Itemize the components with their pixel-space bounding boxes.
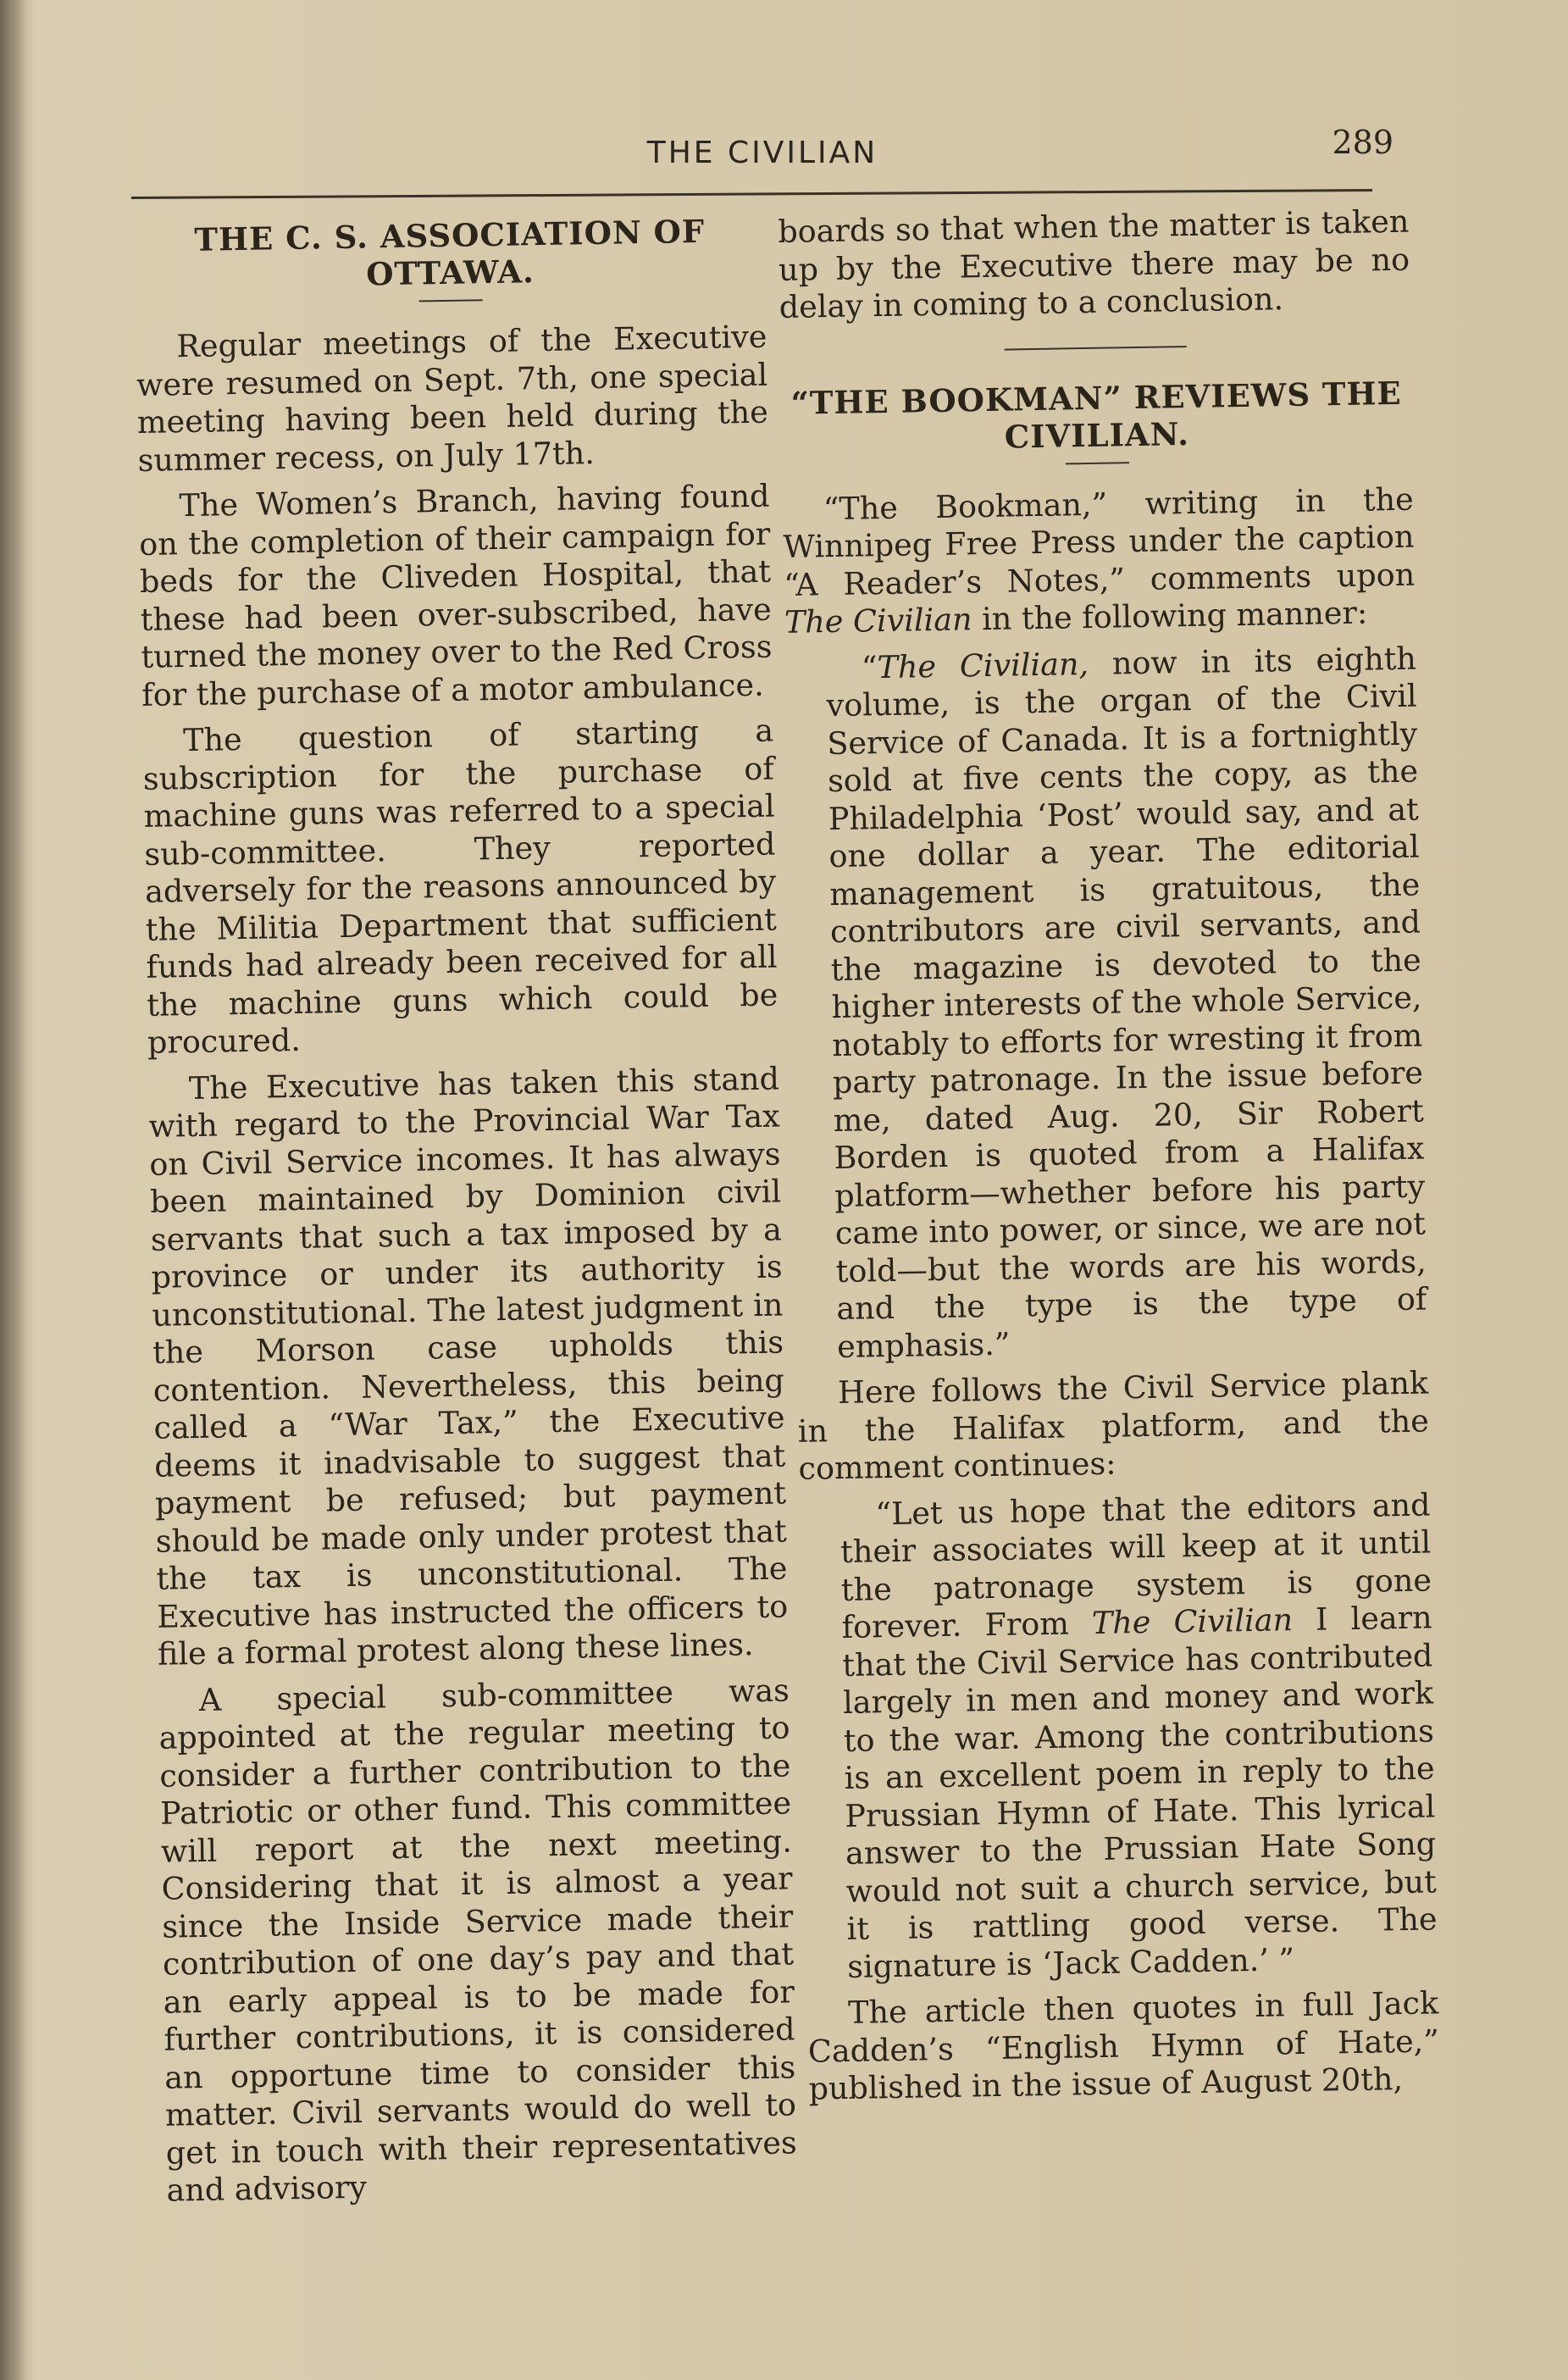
paragraph-intro xyxy=(782,480,1416,641)
article-divider xyxy=(1005,346,1187,351)
headline-divider xyxy=(1066,462,1129,464)
publication-title: The Civilian xyxy=(1091,1601,1294,1642)
running-head: THE CIVILIAN xyxy=(646,136,878,170)
paragraph: Here follows the Civil Service plank in the Halifax platform, and the comment continues: xyxy=(797,1364,1430,1487)
page-binding-shadow xyxy=(0,0,25,2380)
paragraph: The question of starting a subscription for the purchase of machine guns was referred to a special sub-committee. They reported adversely for the reasons announced by the Militia Department that sufficient funds had already been received for all the machine guns which could be procured. xyxy=(142,712,778,1061)
paragraph-continuation: boards so that when the matter is taken up by the Executive there may be no delay in coming to a conclusion. xyxy=(778,202,1410,325)
paragraph: Regular meetings of the Executive were resumed on Sept. 7th, one special meeting having been held during the summer recess, on July 17th. xyxy=(136,318,769,479)
right-column xyxy=(778,203,1440,2117)
text-span: I learn that the Civil Service has contributed largely in men and money and work to the war. Among the contributions is an excellent poem in reply to the Prussian Hymn of Hate. This lyrical answer to the Prussian Hate Song would not suit a church service, but it is rattling good verse. The signature is ‘Jack Cadden.’ ” xyxy=(842,1599,1438,1985)
text-span: “The Bookman,” writing in the Winnipeg Free Press under the caption “A Reader’s Notes,” comments upon xyxy=(783,480,1416,603)
paragraph: The Women’s Branch, having found on the completion of their campaign for beds for the Cliveden Hospital, that these had been over-subscribed, have turned the money over to the Red Cross for the purchase of a motor ambulance. xyxy=(138,477,773,713)
block-quote xyxy=(839,1486,1438,1986)
headline-divider xyxy=(419,299,483,302)
article-headline-cs-association: THE C. S. ASSOCIATION OF OTTAWA. xyxy=(194,212,706,293)
paragraph: The Executive has taken this stand with regard to the Provincial War Tax on Civil Service incomes. It has always been maintained by Dominion civil servants that such a tax imposed by a province or under its authority is unconstitutional. The latest judgment in the Morson case upholds this contention. Nevertheless, this being called a “War Tax,” the Executive deems it inadvisable to suggest that payment be refused; but payment should be made only under protest that the tax is unconstitutional. The Executive has instructed the officers to file a formal protest along these lines. xyxy=(148,1060,789,1673)
publication-title: The Civilian xyxy=(784,601,972,641)
text-span: now in its eighth volume, is the organ of the Civil Service of Canada. It is a fortnightly sold at five cents the copy, as the Philadelphia ‘Post’ would say, and at one dollar a year. The editorial management is gratuitous, the contributors are civil servants, and the magazine is devoted to the higher interests of the whole Service, notably to efforts for wresting it from party patronage. In the issue before me, dated Aug. 20, Sir Robert Borden is quoted from a Halifax platform—whether before his party came into power, or since, we are not told—but the words are his words, and the type is the type of emphasis.” xyxy=(826,640,1427,1365)
publication-title: The Civilian, xyxy=(877,645,1089,685)
paragraph: The article then quotes in full Jack Cadden’s “English Hymn of Hate,” published in the issue of August 20th, xyxy=(807,1984,1440,2107)
article-headline-bookman: “THE BOOKMAN” REVIEWS THE CIVILIAN. xyxy=(790,374,1403,456)
text-span: “Let us hope that the editors and their associates will keep at it until the patronage system is gone forever. From xyxy=(839,1485,1432,1645)
text-span: in the following manner: xyxy=(972,594,1368,638)
header-rule xyxy=(131,189,1372,199)
text-span: “ xyxy=(861,648,878,685)
left-column xyxy=(134,212,798,2219)
paragraph: A special sub-committee was appointed at the regular meeting to consider a further contribution to the Patriotic or other fund. This committee will report at the next meeting. Considering that it is almost a year since the Inside Service made their contribution of one day’s pay and that an early appeal is to be made for further contributions, it is considered an opportune time to consider this matter. Civil servants would do well to get in touch with their representatives and advisory xyxy=(158,1671,798,2209)
page-number: 289 xyxy=(1332,124,1393,161)
block-quote xyxy=(826,640,1428,1366)
